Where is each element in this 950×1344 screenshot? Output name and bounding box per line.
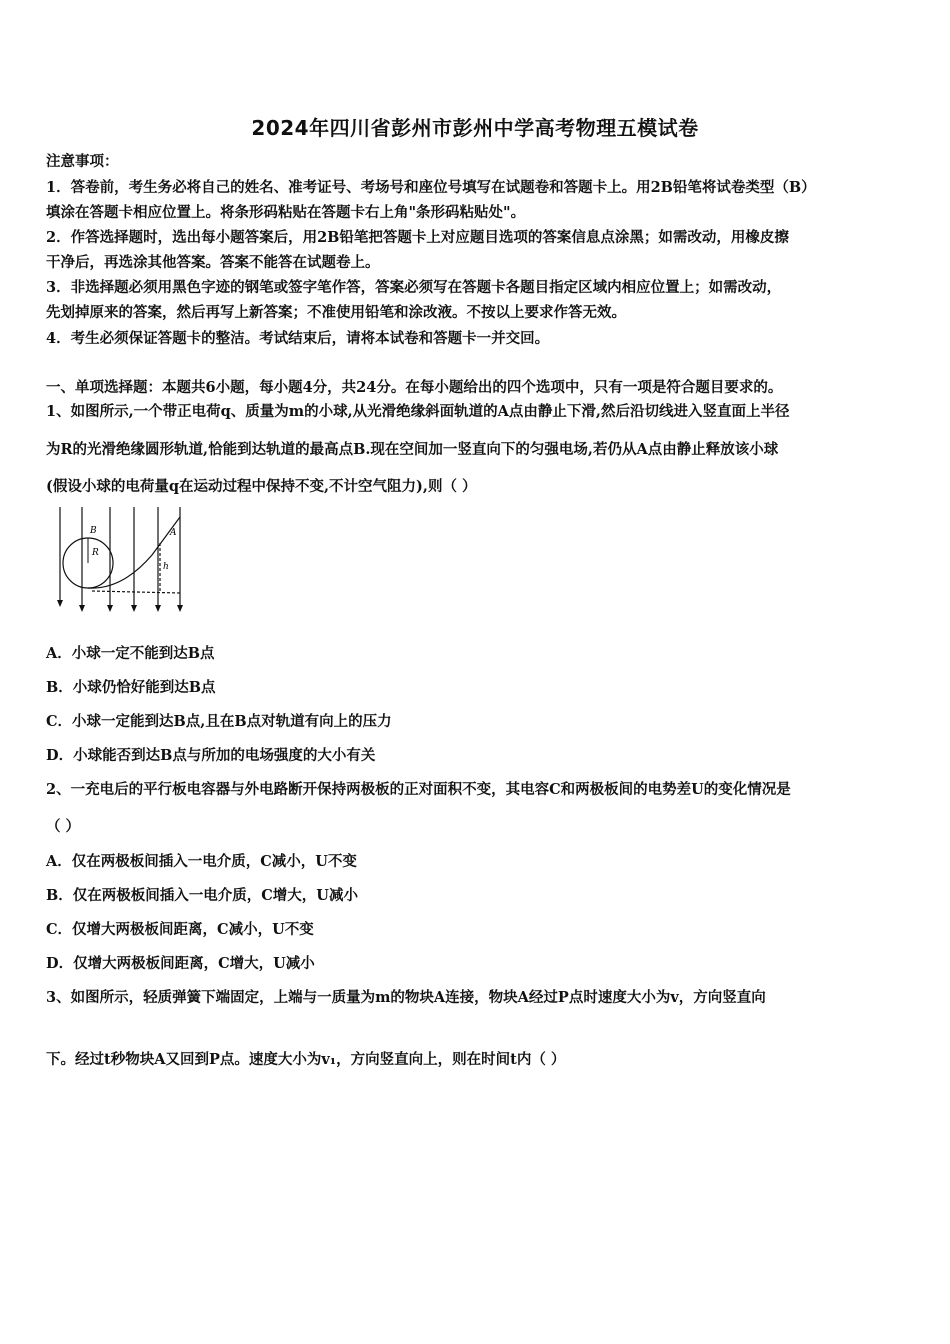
notice-line: 1．答卷前，考生务必将自己的姓名、准考证号、考场号和座位号填写在试题卷和答题卡上。用2B铅笔将试卷类型（B） [46, 179, 816, 196]
q1-option-a: A．小球一定不能到达B点 [46, 645, 215, 662]
question-3-text: 3、如图所示，轻质弹簧下端固定，上端与一质量为m的物块A连接，物块A经过P点时速度大小为v，方向竖直向 [46, 989, 766, 1006]
notice-line: 干净后，再选涂其他答案。答案不能答在试题卷上。 [46, 254, 380, 271]
notice-line: 先划掉原来的答案，然后再写上新答案；不准使用铅笔和涂改液。不按以上要求作答无效。 [46, 304, 626, 321]
question-3-text: 下。经过t秒物块A又回到P点。速度大小为v₁，方向竖直向上，则在时间t内（ ） [46, 1051, 566, 1068]
q2-option-d: D．仅增大两极板间距离，C增大，U减小 [46, 955, 315, 972]
question-2-text: （ ） [46, 818, 81, 835]
question-1-text: (假设小球的电荷量q在运动过程中保持不变,不计空气阻力),则（ ） [46, 478, 477, 495]
question-1-text: 为R的光滑绝缘圆形轨道,恰能到达轨道的最高点B.现在空间加一竖直向下的匀强电场,若仍从A点由静止释放该小球 [46, 441, 779, 458]
notice-line: 3．非选择题必须用黑色字迹的钢笔或签字笔作答，答案必须写在答题卡各题目指定区域内相应位置上；如需改动， [46, 279, 782, 296]
page-title: 2024年四川省彭州市彭州中学高考物理五模试卷 [251, 116, 699, 140]
q2-option-a: A．仅在两极板间插入一电介质，C减小，U不变 [46, 853, 357, 870]
label-a: A [170, 528, 177, 538]
q2-option-c: C．仅增大两极板间距离，C减小，U不变 [46, 921, 314, 938]
q1-option-b: B．小球仍恰好能到达B点 [46, 679, 216, 696]
q1-option-d: D．小球能否到达B点与所加的电场强度的大小有关 [46, 747, 376, 764]
question-2-text: 2、一充电后的平行板电容器与外电路断开保持两极板的正对面积不变，其电容C和两极板间的电势差U的变化情况是 [46, 781, 791, 798]
label-r: R [92, 548, 99, 558]
notice-heading: 注意事项： [46, 153, 119, 170]
q1-option-c: C．小球一定能到达B点,且在B点对轨道有向上的压力 [46, 713, 392, 730]
notice-line: 填涂在答题卡相应位置上。将条形码粘贴在答题卡右上角"条形码粘贴处"。 [46, 204, 526, 221]
notice-line: 2．作答选择题时，选出每小题答案后，用2B铅笔把答题卡上对应题目选项的答案信息点涂黑；如需改动，用橡皮擦 [46, 229, 789, 246]
question-1-text: 1、如图所示,一个带正电荷q、质量为m的小球,从光滑绝缘斜面轨道的A点由静止下滑,然后沿切线进入竖直面上半径 [46, 403, 790, 420]
label-b: B [90, 526, 97, 536]
label-h: h [163, 562, 169, 572]
q2-option-b: B．仅在两极板间插入一电介质，C增大，U减小 [46, 887, 358, 904]
notice-line: 4．考生必须保证答题卡的整洁。考试结束后，请将本试卷和答题卡一并交回。 [46, 330, 550, 347]
question-1-figure [52, 505, 197, 615]
section-heading: 一、单项选择题：本题共6小题，每小题4分，共24分。在每小题给出的四个选项中，只有一项是符合题目要求的。 [46, 379, 783, 396]
